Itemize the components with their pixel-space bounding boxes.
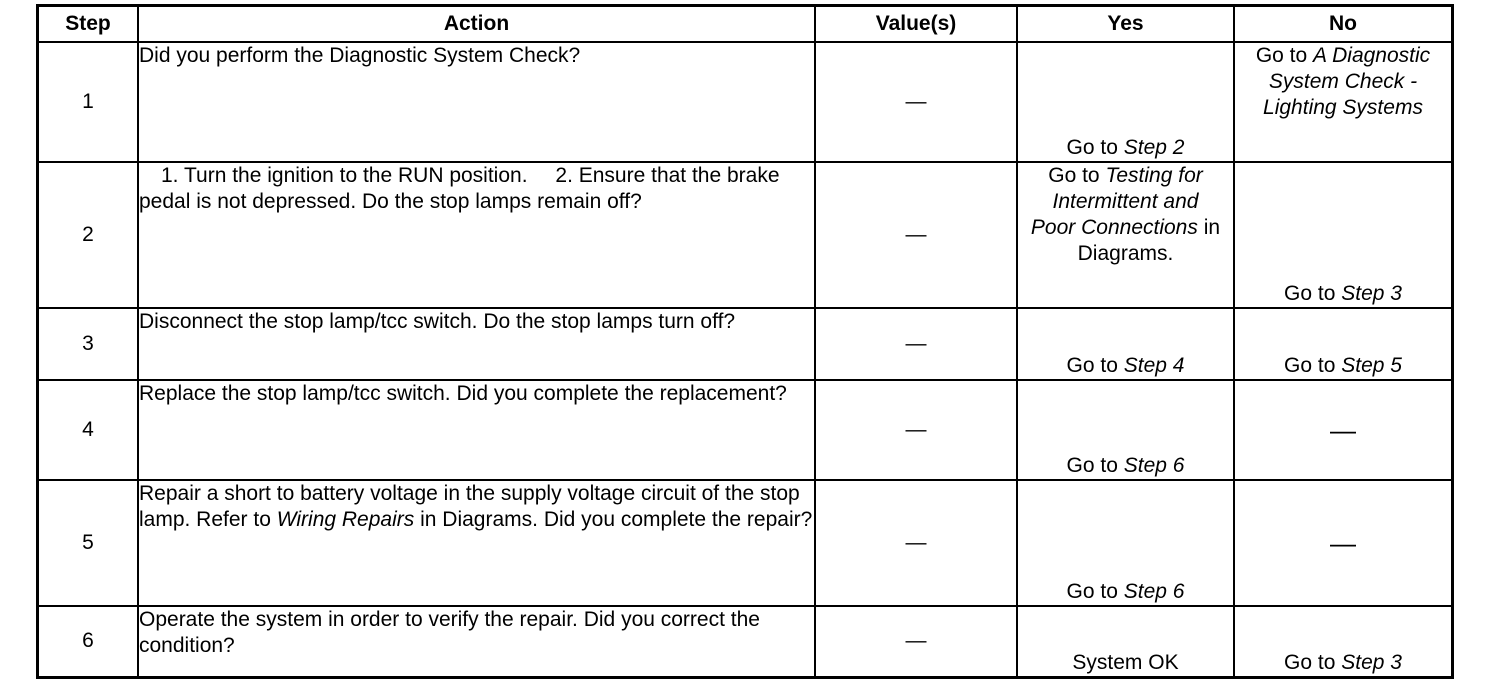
yes-suffix: in Diagrams.	[1077, 216, 1221, 265]
no-cell	[1234, 42, 1453, 162]
step-number: 6	[38, 606, 139, 677]
table-row	[38, 606, 1453, 677]
no-step-link[interactable]: Step 5	[1341, 354, 1402, 377]
step-number: 2	[38, 162, 139, 308]
value-cell: —	[815, 380, 1017, 480]
yes-prefix: Go to	[1066, 454, 1118, 477]
yes-prefix: Go to	[1048, 164, 1100, 187]
yes-cell	[1017, 308, 1234, 380]
action-line: 2. Ensure that the brake pedal is not depressed.	[139, 164, 780, 213]
action-cell	[138, 162, 815, 308]
no-dash: —	[1330, 415, 1356, 445]
action-cell	[138, 42, 815, 162]
action-cell	[138, 480, 815, 606]
yes-result: System OK	[1072, 650, 1179, 674]
action-line: Did you perform the Diagnostic System Check?	[139, 44, 581, 67]
diagnostic-table	[36, 4, 1454, 679]
no-cell	[1234, 606, 1453, 677]
yes-cell	[1017, 606, 1234, 677]
yes-prefix: Go to	[1066, 136, 1118, 159]
header-step: Step	[38, 6, 139, 43]
wiring-repairs-link[interactable]: Wiring Repairs	[276, 508, 415, 531]
yes-link[interactable]: Testing for Intermittent and Poor Connections	[1030, 164, 1203, 239]
action-pre: Repair a short to battery voltage in the supply voltage circuit of the stop lamp. Refer to	[139, 482, 800, 531]
action-line: Do the stop lamps turn off?	[483, 310, 736, 333]
yes-cell	[1017, 480, 1234, 606]
header-values: Value(s)	[815, 6, 1017, 43]
no-cell	[1234, 380, 1453, 480]
yes-step-link[interactable]: Step 2	[1123, 136, 1185, 159]
table-row	[38, 380, 1453, 480]
value-cell: —	[815, 480, 1017, 606]
yes-step-link[interactable]: Step 6	[1123, 580, 1185, 603]
table-row	[38, 480, 1453, 606]
action-post: in Diagrams.	[420, 508, 538, 531]
yes-prefix: Go to	[1066, 354, 1118, 377]
value-cell: —	[815, 162, 1017, 308]
no-cell	[1234, 308, 1453, 380]
action-cell	[138, 606, 815, 677]
no-dash: —	[1330, 528, 1356, 558]
no-prefix: Go to	[1284, 354, 1336, 377]
no-step-link[interactable]: Step 3	[1341, 650, 1402, 674]
yes-cell	[1017, 380, 1234, 480]
yes-prefix: Go to	[1066, 580, 1118, 603]
action-line: Do the stop lamps remain off?	[362, 190, 642, 213]
no-cell	[1234, 162, 1453, 308]
header-row	[38, 6, 1453, 43]
no-prefix: Go to	[1284, 650, 1336, 674]
yes-step-link[interactable]: Step 6	[1123, 454, 1185, 477]
no-link[interactable]: A Diagnostic System Check - Lighting Systems	[1263, 44, 1431, 119]
table-row	[38, 42, 1453, 162]
table-row	[38, 308, 1453, 380]
header-no: No	[1234, 6, 1453, 43]
action-cell	[138, 308, 815, 380]
action-line: Replace the stop lamp/tcc switch.	[139, 382, 451, 405]
yes-cell	[1017, 42, 1234, 162]
yes-step-link[interactable]: Step 4	[1123, 354, 1185, 377]
no-prefix: Go to	[1255, 44, 1308, 67]
action-line: 1. Turn the ignition to the RUN position.	[161, 164, 528, 187]
value-cell: —	[815, 606, 1017, 677]
no-prefix: Go to	[1284, 282, 1336, 305]
header-action: Action	[138, 6, 815, 43]
no-step-link[interactable]: Step 3	[1341, 282, 1402, 305]
table-row	[38, 162, 1453, 308]
action-cell	[138, 380, 815, 480]
header-yes: Yes	[1017, 6, 1234, 43]
action-question: Did you complete the repair?	[543, 508, 813, 531]
value-cell: —	[815, 308, 1017, 380]
action-line: Did you correct the condition?	[139, 608, 760, 657]
step-number: 4	[38, 380, 139, 480]
action-line: Did you complete the replacement?	[456, 382, 787, 405]
step-number: 3	[38, 308, 139, 380]
value-cell: —	[815, 42, 1017, 162]
action-line: Disconnect the stop lamp/tcc switch.	[139, 310, 478, 333]
action-line: Operate the system in order to verify the repair.	[139, 608, 578, 631]
step-number: 5	[38, 480, 139, 606]
no-cell	[1234, 480, 1453, 606]
yes-cell	[1017, 162, 1234, 308]
step-number: 1	[38, 42, 139, 162]
